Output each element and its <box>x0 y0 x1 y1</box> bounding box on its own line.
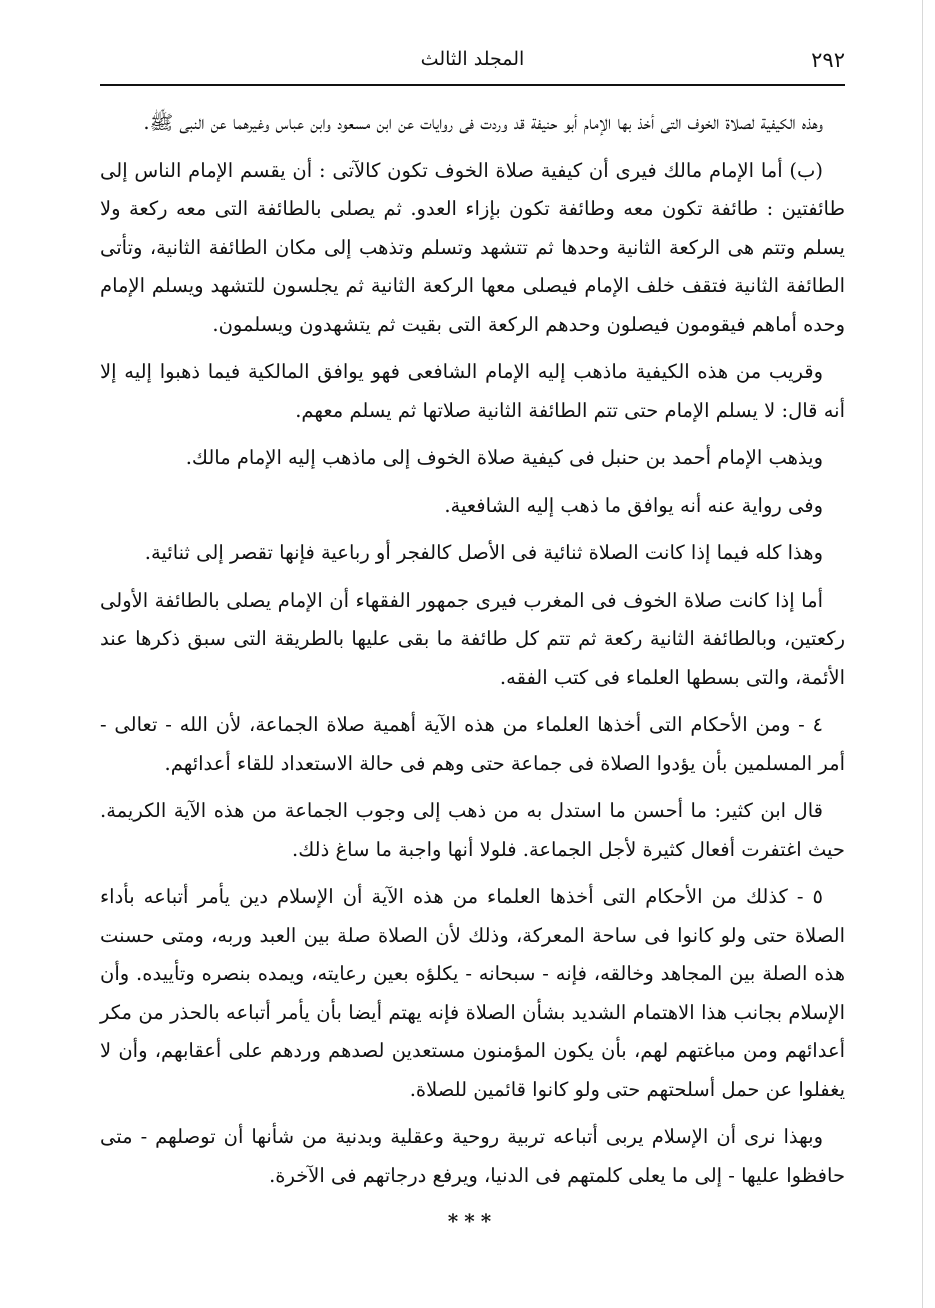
paragraph-point-5: ٥ - كذلك من الأحكام التى أخذها العلماء من هذه الآية أن الإسلام دين يأمر أتباعه بأداء الصلاة حتى ولو كانوا فى ساحة المعركة، وذلك لأن الصلاة صلة بين العبد وربه، ومتى حسنت هذه الصلة بين المجاهد وخالقه، فإنه - سبحانه - يكلؤه بعين رعايته، ويمده بنصره وتأييده. وأن الإسلام بجانب هذا الاهتمام الشديد بشأن الصلاة فإنه يهتم أيضا بأن يأمر أتباعه بالحذر من مكر أعدائهم ومن مباغتهم لهم، بأن يكون المؤمنون مستعدين لصدهم وردهم على أعقابهم، وأن لا يغفلوا عن حمل أسلحتهم حتى ولو كانوا قائمين للصلاة. <box>100 885 845 1101</box>
section-separator: *** <box>447 1209 498 1233</box>
paragraph-ibn-kathir: قال ابن كثير: ما أحسن ما استدل به من ذهب إلى وجوب الجماعة من هذه الآية الكريمة. حيث اغتفرت أفعال كثيرة لأجل الجماعة. فلولا أنها واجبة ما ساغ ذلك. <box>100 799 845 861</box>
paragraph-riwaya: وفى رواية عنه أنه يوافق ما ذهب إليه الشافعية. <box>444 493 823 517</box>
page-edge-line <box>922 0 923 1308</box>
book-page <box>100 40 845 1290</box>
paragraph-thunaiya: وهذا كله فيما إذا كانت الصلاة ثنائية فى الأصل كالفجر أو رباعية فإنها تقصر إلى ثنائية. <box>144 541 823 564</box>
page-body <box>100 104 845 1233</box>
paragraph-shafii: وقريب من هذه الكيفية ماذهب إليه الإمام الشافعى فهو يوافق المالكية فيما ذهبوا إليه إلا أنه قال: لا يسلم الإمام حتى تتم الطائفة الثانية صلاتها ثم يسلم معهم. <box>100 360 845 422</box>
paragraph-conclusion: وبهذا نرى أن الإسلام يربى أتباعه تربية روحية وعقلية وبدنية من شأنها أن توصلهم - متى حافظوا عليها - إلى ما يعلى كلمتهم فى الدنيا، ويرفع درجاتهم فى الآخرة. <box>100 1125 845 1187</box>
paragraph-abu-hanifa: وهذه الكيفية لصلاة الخوف التى أخذ بها الإمام أبو حنيفة قد وردت فى روايات عن ابن مسعود وابن عباس وغيرهما عن النبى ﷺ. <box>143 111 823 134</box>
paragraph-maghrib: أما إذا كانت صلاة الخوف فى المغرب فيرى جمهور الفقهاء أن الإمام يصلى بالطائفة الأولى ركعتين، وبالطائفة الثانية ركعة ثم تتم كل طائفة ما بقى عليها بالطريقة التى سبق ذكرها عند الأئمة، والتى بسطها العلماء فى كتب الفقه. <box>100 588 845 689</box>
paragraph-malik: (ب) أما الإمام مالك فيرى أن كيفية صلاة الخوف تكون كالآتى : أن يقسم الإمام الناس إلى طائفتين : طائفة تكون معه وطائفة تكون بإزاء العدو. ثم يصلى بالطائفة التى معه ركعة ولا يسلم وتتم هى الركعة الثانية وحدها ثم تتشهد وتسلم وتذهب إلى مكان الطائفة الثانية، وتأتى الطائفة الثانية فتقف خلف الإمام فيصلى معها الركعة الثانية ثم يجلسون للتشهد ويسلم الإمام وحده أماهم فيقومون فيصلون وحدهم الركعة التى بقيت ثم يتشهدون ويسلمون. <box>100 158 845 336</box>
page-header <box>100 40 845 86</box>
paragraph-ahmad: ويذهب الإمام أحمد بن حنبل فى كيفية صلاة الخوف إلى ماذهب إليه الإمام مالك. <box>185 446 823 469</box>
paragraph-point-4: ٤ - ومن الأحكام التى أخذها العلماء من هذه الآية أهمية صلاة الجماعة، لأن الله - تعالى - أمر المسلمين بأن يؤدوا الصلاة فى جماعة حتى وهم فى حالة الاستعداد للقاء أعدائهم. <box>100 713 845 775</box>
running-title: المجلد الثالث <box>420 48 525 70</box>
page-number: ٢٩٢ <box>811 48 845 72</box>
